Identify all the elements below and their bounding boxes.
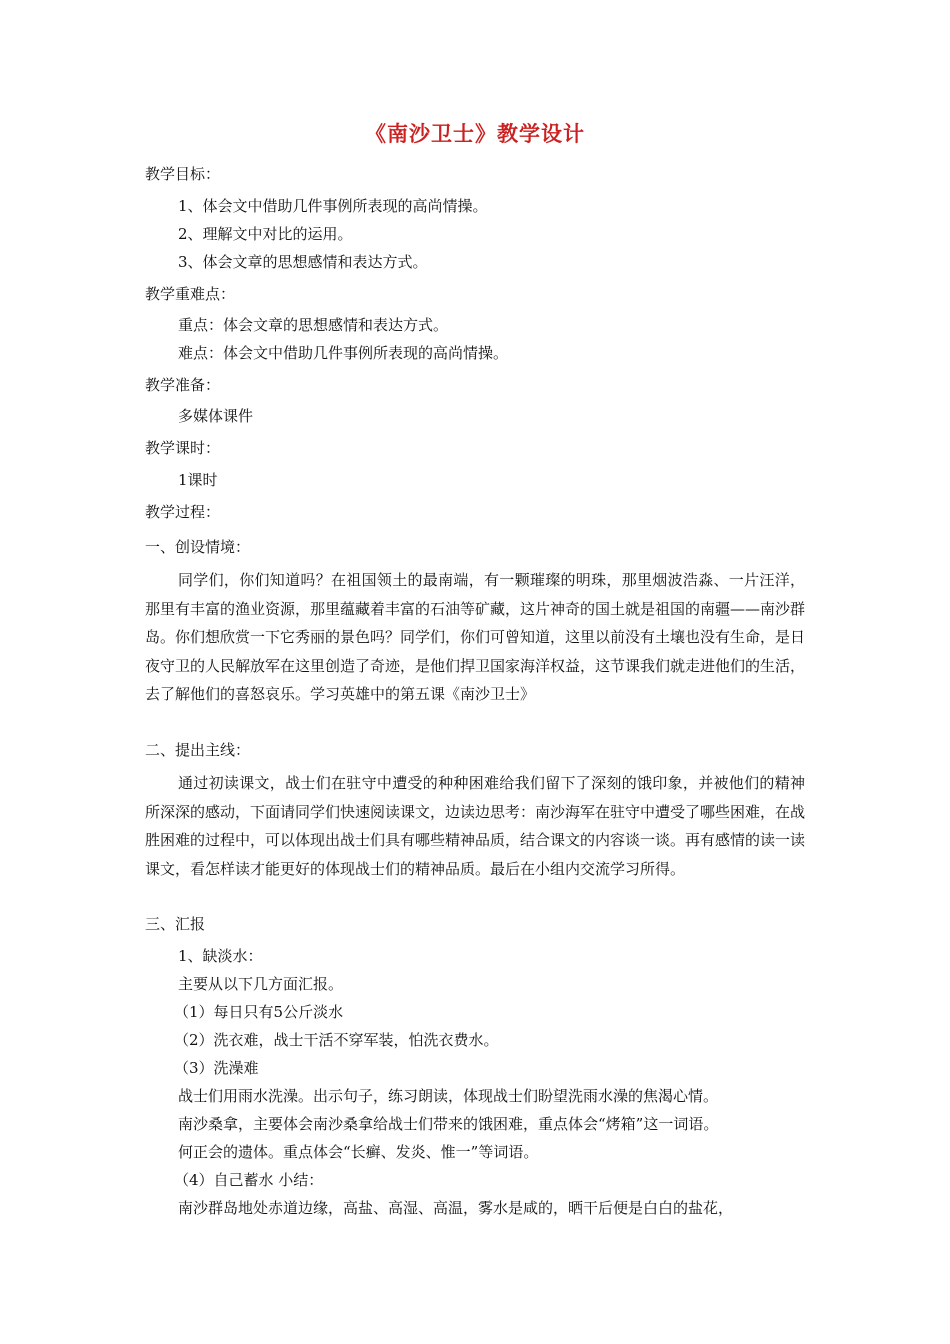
report-line: 主要从以下几方面汇报。 <box>178 975 344 993</box>
section1-heading: 一、创设情境： <box>145 538 251 556</box>
preparation-text: 多媒体课件 <box>178 407 254 425</box>
report-line: 南沙群岛地处赤道边缘，高盐、高湿、高温，雾水是咸的，晒干后便是白白的盐花， <box>178 1199 734 1217</box>
report-line: （2）洗衣难，战士干活不穿军装，怕洗衣费水。 <box>174 1031 499 1049</box>
report-line: （3）洗澡难 <box>174 1059 259 1077</box>
hours-heading: 教学课时： <box>145 439 221 457</box>
section2-heading: 二、提出主线： <box>145 741 251 759</box>
key-point: 重点：体会文章的思想感情和表达方式。 <box>178 316 449 334</box>
process-heading: 教学过程： <box>145 503 221 521</box>
preparation-heading: 教学准备： <box>145 376 221 394</box>
report-line: （4）自己蓄水 小结： <box>174 1171 324 1189</box>
objective-item: 3、体会文章的思想感情和表达方式。 <box>178 253 428 271</box>
report-line: 何正会的遗体。重点体会“长癣、发炎、惟一”等词语。 <box>178 1143 539 1161</box>
difficult-point: 难点：体会文中借助几件事例所表现的高尚情操。 <box>178 344 509 362</box>
report-item: 1、缺淡水： <box>178 947 263 965</box>
key-points-heading: 教学重难点： <box>145 285 236 303</box>
report-line: （1）每日只有5公斤淡水 <box>174 1003 344 1021</box>
section2-paragraph: 通过初读课文，战士们在驻守中遭受的种种困难给我们留下了深刻的饿印象，并被他们的精神所深深的感动，下面请同学们快速阅读课文，边读边思考：南沙海军在驻守中遭受了哪些困难，在战胜困难的过程中，可以体现出战士们具有哪些精神品质，结合课文的内容谈一谈。再有感情的读一读课文，看怎样读才能更好的体现战士们的精神品质。最后在小组内交流学习所得。 <box>145 774 806 878</box>
section3-heading: 三、汇报 <box>145 915 206 933</box>
report-line: 战士们用雨水洗澡。出示句子，练习朗读，体现战士们盼望洗雨水澡的焦渴心情。 <box>178 1087 719 1105</box>
hours-text: 1课时 <box>178 471 218 489</box>
objectives-heading: 教学目标： <box>145 165 221 183</box>
section1-paragraph: 同学们，你们知道吗？在祖国领土的最南端，有一颗璀璨的明珠，那里烟波浩淼、一片汪洋，那里有丰富的渔业资源，那里蕴藏着丰富的石油等矿藏，这片神奇的国土就是祖国的南疆——南沙群岛。你们想欣赏一下它秀丽的景色吗？同学们，你们可曾知道，这里以前没有土壤也没有生命，是日夜守卫的人民解放军在这里创造了奇迹，是他们捍卫国家海洋权益，这节课我们就走进他们的生活，去了解他们的喜怒哀乐。学习英雄中的第五课《南沙卫士》 <box>145 571 806 704</box>
document-title: 《南沙卫士》教学设计 <box>365 121 585 146</box>
report-line: 南沙桑拿，主要体会南沙桑拿给战士们带来的饿困难，重点体会“烤箱”这一词语。 <box>178 1115 719 1133</box>
objective-item: 1、体会文中借助几件事例所表现的高尚情操。 <box>178 197 488 215</box>
objective-item: 2、理解文中对比的运用。 <box>178 225 353 243</box>
